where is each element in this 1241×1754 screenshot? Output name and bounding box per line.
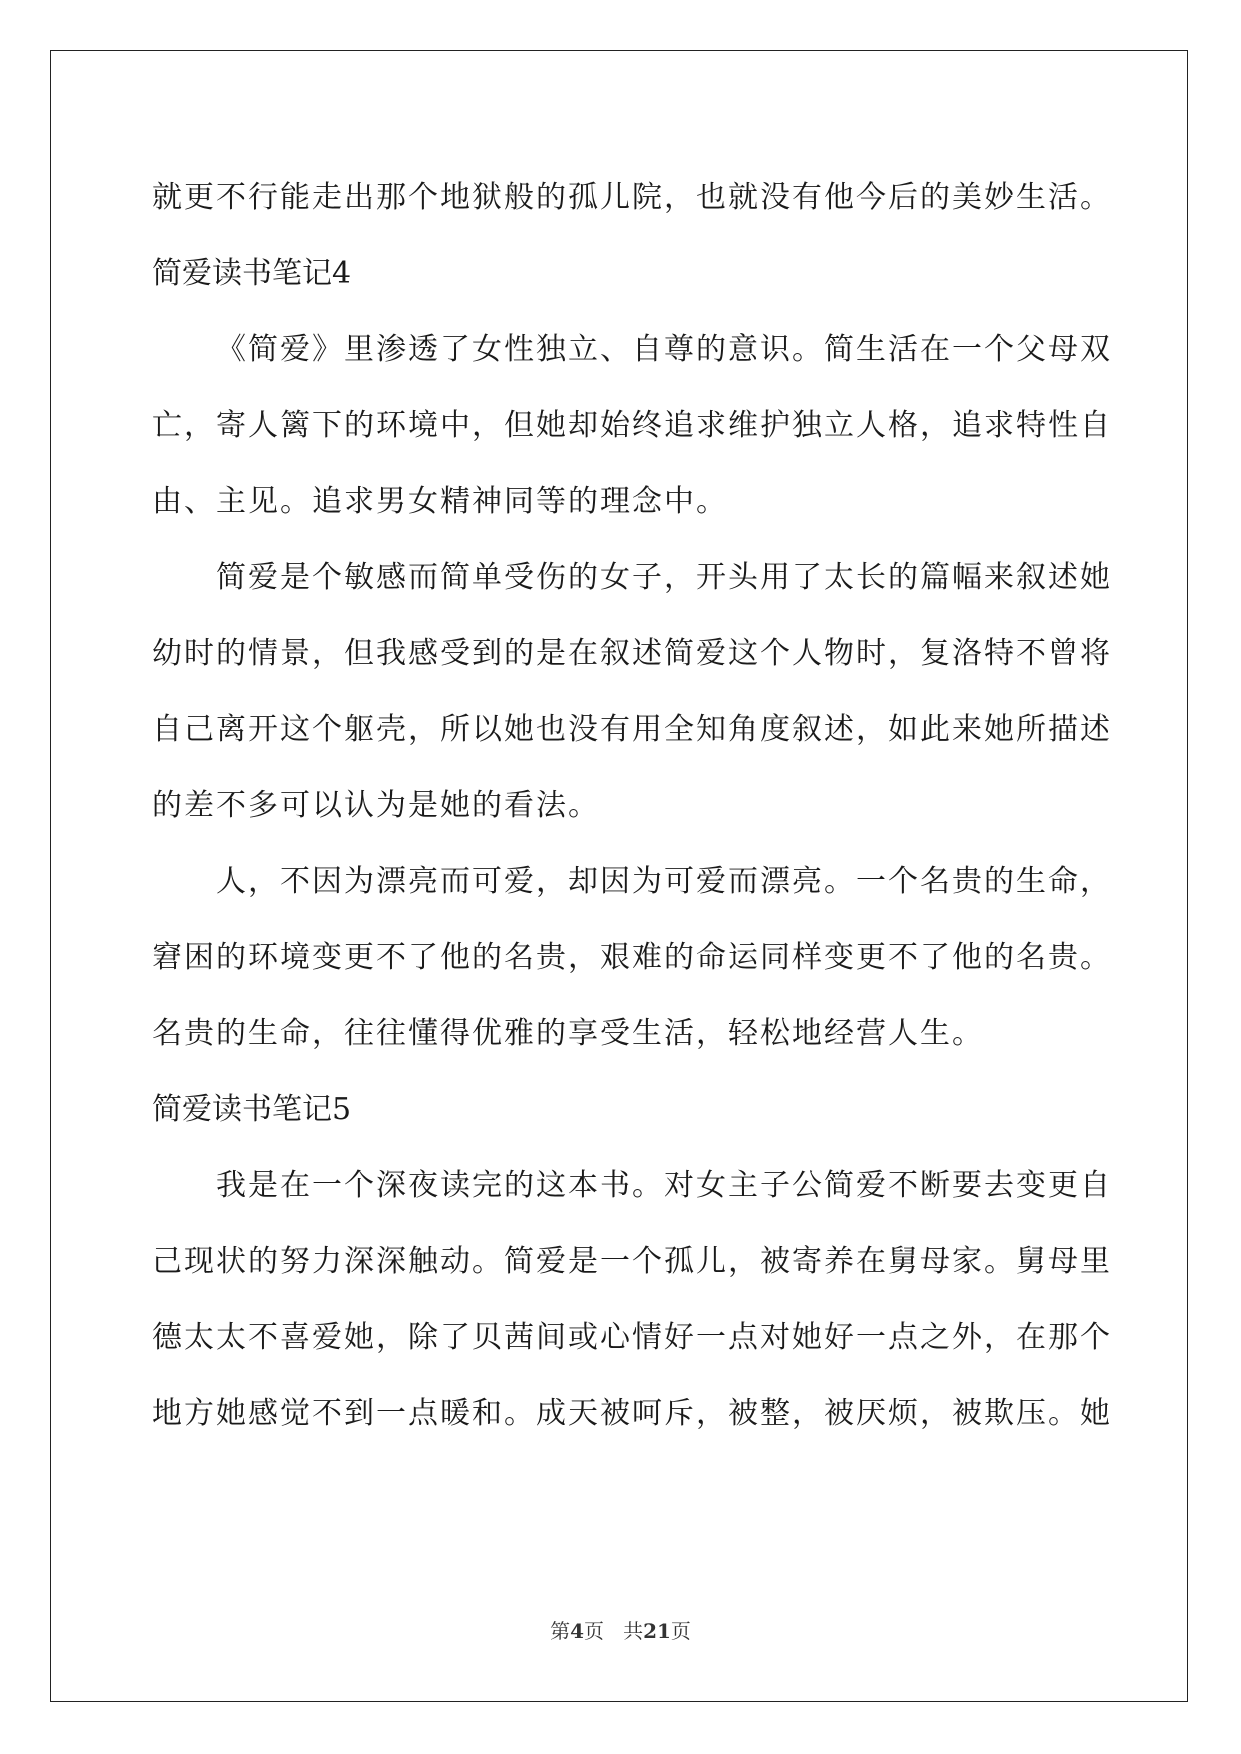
paragraph-line: 由、主见。追求男女精神同等的理念中。: [152, 484, 728, 519]
paragraph-line: 名贵的生命，往往懂得优雅的享受生活，轻松地经营人生。: [152, 1016, 984, 1051]
section-heading: 简爱读书笔记4: [152, 256, 352, 291]
footer-page-unit: 页: [584, 1619, 604, 1643]
paragraph-line: 窘困的环境变更不了他的名贵，艰难的命运同样变更不了他的名贵。: [152, 940, 1112, 975]
document-body: [152, 160, 1112, 1452]
section-heading: 简爱读书笔记5: [152, 1092, 352, 1127]
paragraph-line: 己现状的努力深深触动。简爱是一个孤儿，被寄养在舅母家。舅母里: [152, 1244, 1112, 1279]
total-page-count: 21: [643, 1619, 671, 1643]
paragraph-line: 就更不行能走出那个地狱般的孤儿院，也就没有他今后的美妙生活。: [152, 180, 1112, 215]
paragraph-line: 简爱是个敏感而简单受伤的女子，开头用了太长的篇幅来叙述她: [216, 560, 1112, 595]
paragraph-line: 亡，寄人篱下的环境中，但她却始终追求维护独立人格，追求特性自: [152, 408, 1112, 443]
current-page-number: 4: [570, 1619, 584, 1643]
page-footer: [0, 1615, 1241, 1644]
paragraph-line: 地方她感觉不到一点暖和。成天被呵斥，被整，被厌烦，被欺压。她: [152, 1396, 1112, 1431]
paragraph-line: 幼时的情景，但我感受到的是在叙述简爱这个人物时，复洛特不曾将: [152, 636, 1112, 671]
footer-total-prefix: 共: [623, 1619, 644, 1643]
footer-prefix: 第: [550, 1619, 571, 1643]
paragraph-line: 我是在一个深夜读完的这本书。对女主子公简爱不断要去变更自: [216, 1168, 1112, 1203]
paragraph-line: 自己离开这个躯壳，所以她也没有用全知角度叙述，如此来她所描述: [152, 712, 1112, 747]
paragraph-line: 《简爱》里渗透了女性独立、自尊的意识。简生活在一个父母双: [216, 332, 1112, 367]
paragraph-line: 人，不因为漂亮而可爱，却因为可爱而漂亮。一个名贵的生命，: [216, 864, 1112, 899]
footer-total-unit: 页: [670, 1619, 691, 1643]
paragraph-line: 的差不多可以认为是她的看法。: [152, 788, 600, 823]
paragraph-line: 德太太不喜爱她，除了贝茜间或心情好一点对她好一点之外，在那个: [152, 1320, 1112, 1355]
